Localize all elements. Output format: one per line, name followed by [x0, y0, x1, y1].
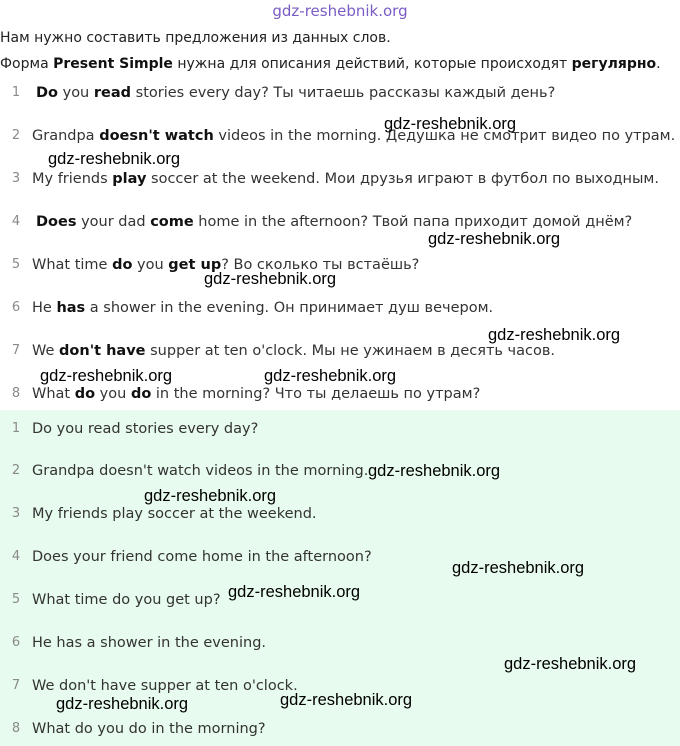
answer-text: He has a shower in the evening. [32, 635, 267, 651]
intro-line-2 [0, 56, 661, 72]
row-number: 6 [11, 635, 21, 650]
intro-text: . [656, 56, 661, 72]
verb-form: play [112, 171, 147, 187]
row-number: 3 [11, 506, 21, 521]
verb-form: do [112, 257, 133, 273]
watermark: gdz-reshebnik.org [488, 326, 621, 344]
watermark: gdz-reshebnik.org [368, 462, 501, 480]
sentence-fragment: What [32, 386, 75, 402]
sentence-fragment: My friends [32, 171, 113, 187]
verb-form: has [56, 300, 86, 316]
row-number: 4 [11, 549, 21, 564]
row-number: 1 [11, 85, 21, 100]
translated-row [0, 80, 680, 106]
translated-row [0, 123, 680, 149]
watermark: gdz-reshebnik.org [48, 150, 181, 168]
translated-sentences [0, 80, 680, 410]
intro-tense: Present Simple [53, 56, 173, 72]
translated-row [0, 295, 680, 321]
verb-form: don't have [59, 343, 146, 359]
answer-text: Does your friend come home in the afternoon? [32, 549, 372, 565]
sentence-fragment: ? Во сколько ты встаёшь? [221, 257, 420, 273]
watermark: gdz-reshebnik.org [428, 230, 561, 248]
verb-form: Does [36, 214, 77, 230]
intro-line-1: Нам нужно составить предложения из данных слов. [0, 30, 391, 46]
sentence-text [32, 295, 493, 321]
row-number: 5 [11, 257, 21, 272]
sentence-fragment: in the morning? Что ты делаешь по утрам? [151, 386, 481, 402]
intro-text: Форма [0, 56, 54, 72]
verb-form: come [150, 214, 194, 230]
verb-form: do [130, 386, 152, 402]
verb-form: doesn't watch [99, 128, 214, 144]
row-number: 5 [11, 592, 21, 607]
watermark: gdz-reshebnik.org [40, 367, 173, 385]
sentence-text [32, 123, 675, 149]
translated-row [0, 166, 680, 192]
sentence-fragment: We [32, 343, 60, 359]
row-number: 7 [11, 678, 21, 693]
sentence-text [32, 338, 555, 364]
answer-text: Grandpa doesn't watch videos in the morning. [32, 463, 369, 479]
sentence-fragment: Grandpa [32, 128, 100, 144]
row-number: 2 [11, 463, 21, 478]
watermark: gdz-reshebnik.org [384, 115, 517, 133]
row-number: 3 [11, 171, 21, 186]
sentence-text [32, 166, 659, 192]
site-watermark: gdz-reshebnik.org [272, 2, 408, 20]
verb-form: read [93, 85, 132, 101]
watermark: gdz-reshebnik.org [280, 691, 413, 709]
watermark: gdz-reshebnik.org [452, 559, 585, 577]
answer-text: We don't have supper at ten o'clock. [32, 678, 298, 694]
watermark: gdz-reshebnik.org [204, 270, 337, 288]
sentence-fragment: soccer at the weekend. Мои друзья играют в футбол по выходным. [146, 171, 659, 187]
answer-text: My friends play soccer at the weekend. [32, 506, 317, 522]
sentence-fragment: you [58, 85, 94, 101]
sentence-fragment: videos in the morning. Дедушка не смотрит видео по утрам. [213, 128, 676, 144]
watermark: gdz-reshebnik.org [264, 367, 397, 385]
sentence-fragment: supper at ten o'clock. Мы не ужинаем в десять часов. [145, 343, 555, 359]
sentence-fragment: you [95, 386, 131, 402]
sentence-fragment: He [32, 300, 57, 316]
sentence-fragment: a shower in the evening. Он принимает душ вечером. [85, 300, 494, 316]
answer-row [0, 716, 680, 742]
watermark: gdz-reshebnik.org [228, 583, 361, 601]
sentence-fragment: home in the afternoon? Твой папа приходит домой днём? [193, 214, 633, 230]
row-number: 2 [11, 128, 21, 143]
verb-form: do [74, 386, 96, 402]
intro-keyword: регулярно [571, 56, 657, 72]
row-number: 8 [11, 721, 21, 736]
watermark: gdz-reshebnik.org [144, 487, 277, 505]
answer-row [0, 501, 680, 527]
row-number: 8 [11, 386, 21, 401]
verb-form: get up [168, 257, 222, 273]
translated-row [0, 209, 680, 235]
row-number: 6 [11, 300, 21, 315]
answer-text: What time do you get up? [32, 592, 221, 608]
row-number: 1 [11, 421, 21, 436]
sentence-text [36, 80, 555, 106]
watermark: gdz-reshebnik.org [504, 655, 637, 673]
answer-row [0, 630, 680, 656]
watermark: gdz-reshebnik.org [56, 695, 189, 713]
sentence-fragment: stories every day? Ты читаешь рассказы каждый день? [131, 85, 556, 101]
answer-row [0, 416, 680, 442]
row-number: 7 [11, 343, 21, 358]
row-number: 4 [11, 214, 21, 229]
verb-form: Do [36, 85, 58, 101]
answer-text: Do you read stories every day? [32, 421, 259, 437]
intro-text: нужна для описания действий, которые происходят [172, 56, 572, 72]
answer-text: What do you do in the morning? [32, 721, 266, 737]
sentence-fragment: you [132, 257, 169, 273]
sentence-fragment: What time [32, 257, 113, 273]
sentence-fragment: your dad [76, 214, 151, 230]
translated-row [0, 252, 680, 278]
answer-row [0, 458, 680, 484]
